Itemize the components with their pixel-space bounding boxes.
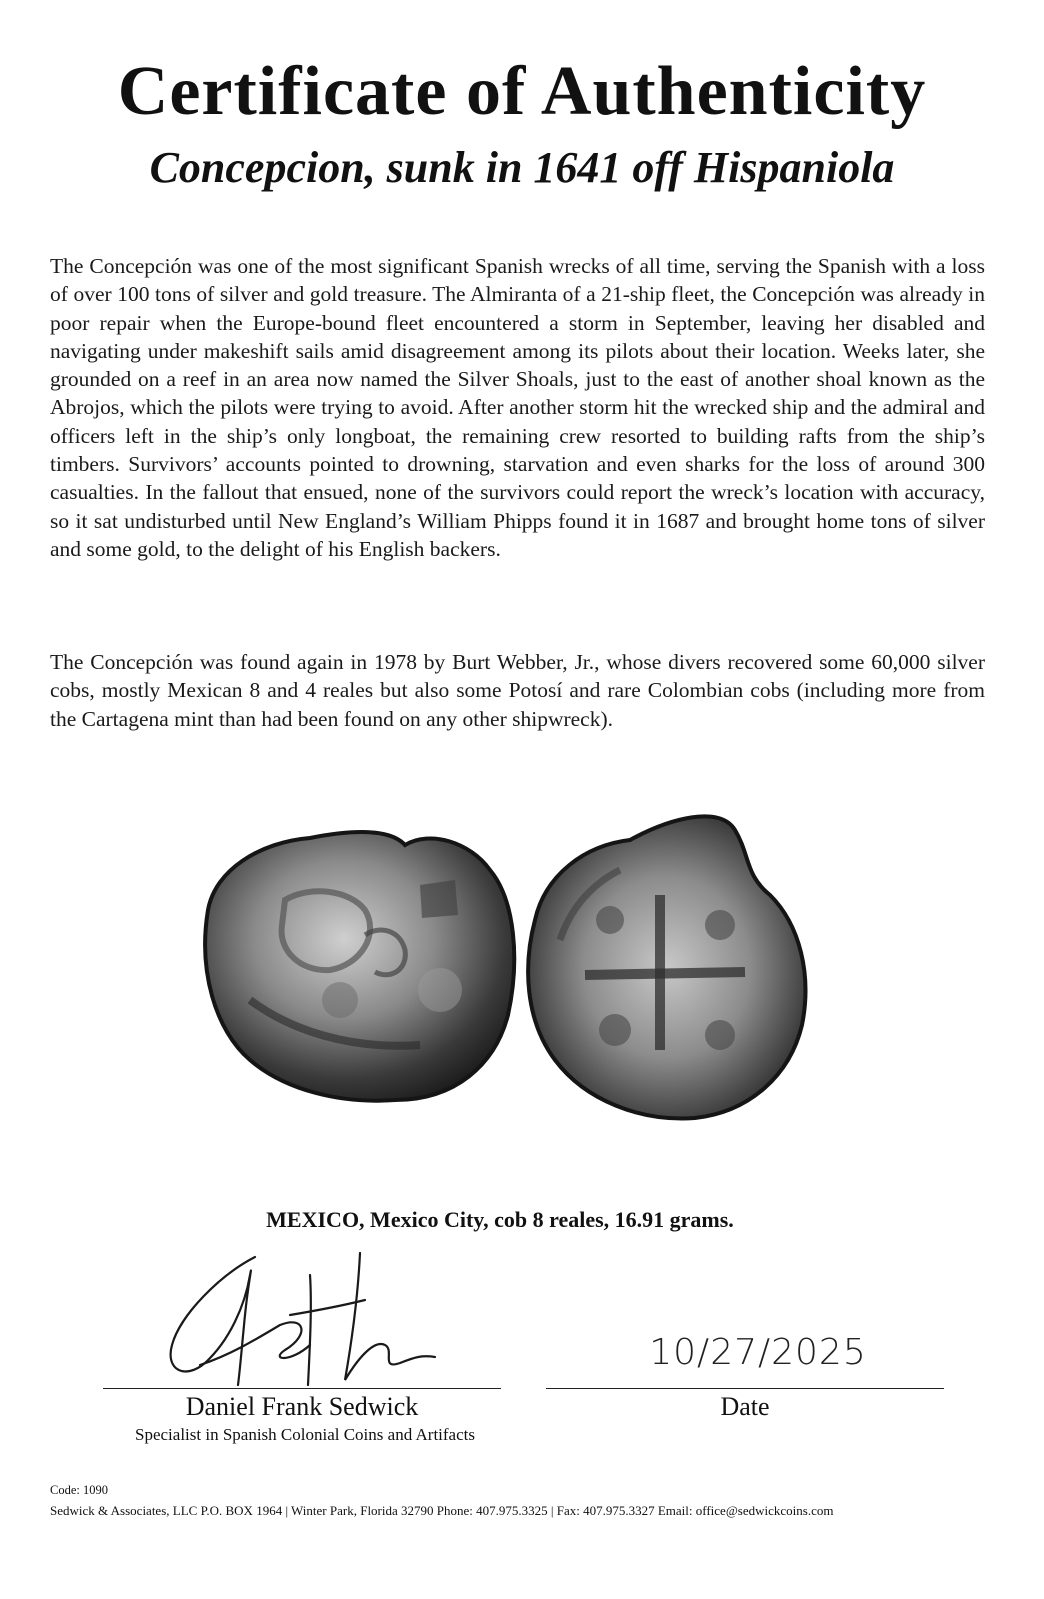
footer-address: Sedwick & Associates, LLC P.O. BOX 1964 | Winter Park, Florida 32790 Phone: 407.975.3325 | Fax: 407.975.3327 Email: office@sedwickcoins.com xyxy=(50,1503,834,1518)
date-line xyxy=(546,1388,944,1389)
coin-photo xyxy=(190,800,830,1130)
certificate-subtitle: Concepcion, sunk in 1641 off Hispaniola xyxy=(149,143,895,192)
signer-name: Daniel Frank Sedwick xyxy=(185,1392,419,1421)
coin-obverse xyxy=(205,832,514,1101)
coin-description: MEXICO, Mexico City, cob 8 reales, 16.91 grams. xyxy=(266,1207,734,1232)
date-label: Date xyxy=(720,1392,770,1421)
date-value: 10/27/2025 xyxy=(649,1332,867,1373)
certificate-title: Certificate of Authenticity xyxy=(117,53,927,130)
signature-image xyxy=(160,1245,440,1395)
signer-title: Specialist in Spanish Colonial Coins and Artifacts xyxy=(135,1425,475,1444)
history-paragraph-1: The Concepción was one of the most significant Spanish wrecks of all time, serving the Spanish with a loss of over 100 tons of silver and gold treasure. The Almiranta of a 21-ship fleet, the Concepción was already in poor repair when the Europe-bound fleet encountered a storm in September, leaving her disabled and navigating under makeshift sails amid disagreement among its pilots about their location. Weeks later, she grounded on a reef in an area now named the Silver Shoals, just to the east of another shoal known as the Abrojos, which the pilots were trying to avoid. After another storm hit the wrecked ship and the admiral and officers left in the ship’s only longboat, the remaining crew resorted to building rafts from the ship’s timbers. Survivors’ accounts pointed to drowning, starvation and even sharks for the loss of around 300 casualties. In the fallout that ensued, none of the survivors could report the wreck’s location with accuracy, so it sat undisturbed until New England’s William Phipps found it in 1687 and brought home tons of silver and some gold, to the delight of his English backers. xyxy=(50,254,985,561)
signature-line xyxy=(103,1388,501,1389)
coin-reverse xyxy=(528,816,805,1118)
history-paragraph-2: The Concepción was found again in 1978 by Burt Webber, Jr., whose divers recovered some 60,000 silver cobs, mostly Mexican 8 and 4 reales but also some Potosí and rare Colombian cobs (including more from the Cartagena mint than had been found on any other shipwreck). xyxy=(50,650,985,731)
footer-code: Code: 1090 xyxy=(50,1483,108,1497)
